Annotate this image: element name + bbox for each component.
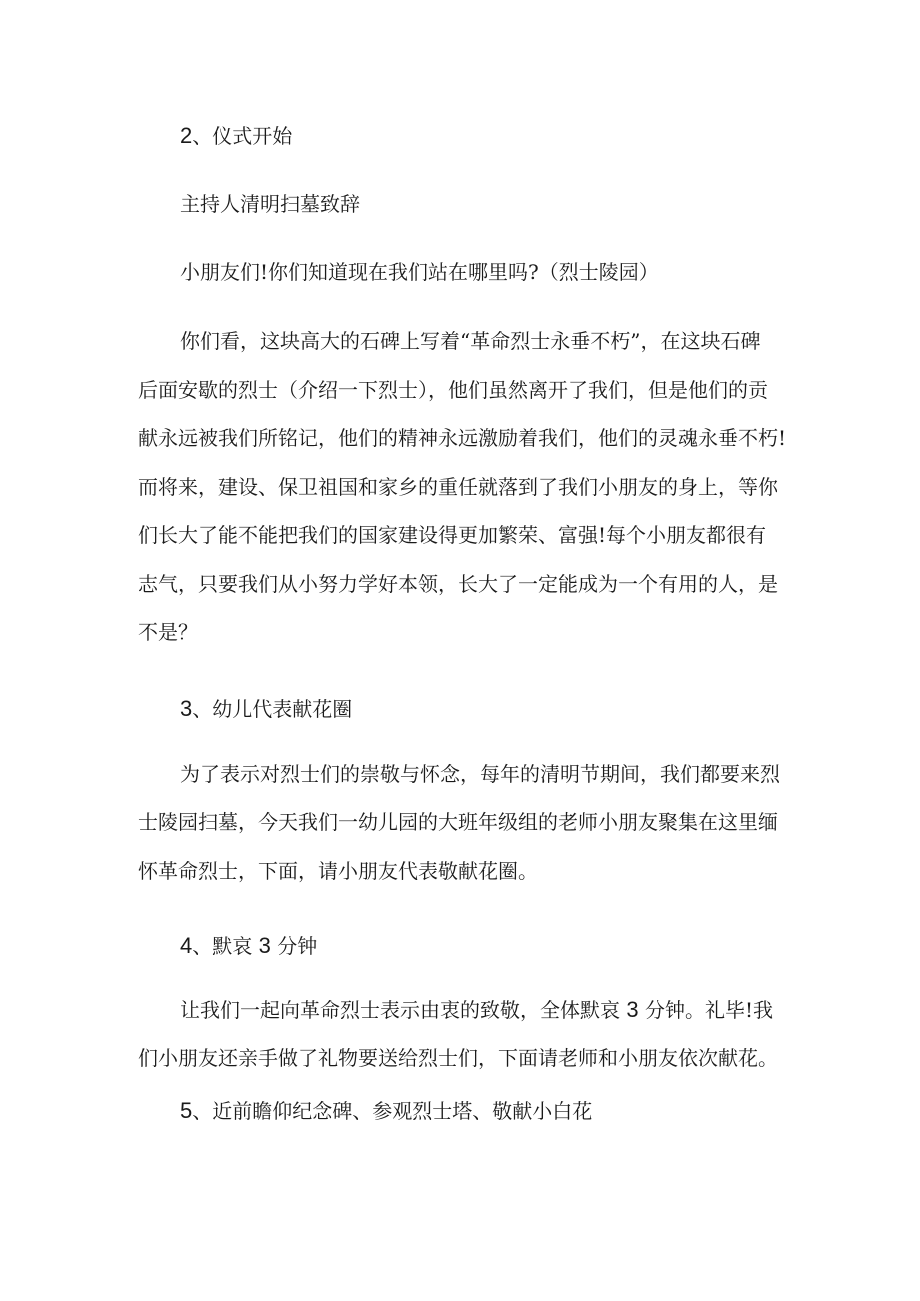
section-4-title-num: 3 <box>258 933 271 958</box>
section-2-subtitle: 主持人清明扫墓致辞 <box>180 192 360 216</box>
section-2-heading <box>180 122 292 150</box>
section-4-title-post: 分钟 <box>270 934 318 958</box>
section-2-number: 2 <box>180 123 193 148</box>
section-3-heading <box>180 695 352 723</box>
section-3-para-line-3: 怀革命烈士，下面，请小朋友代表敬献花圈。 <box>138 859 538 883</box>
section-3-para-line-1: 为了表示对烈士们的崇敬与怀念，每年的清明节期间，我们都要来烈 <box>180 762 780 786</box>
section-5-heading <box>180 1097 592 1125</box>
section-4-para-line-1 <box>180 996 773 1024</box>
section-4-title-pre: 、默哀 <box>192 934 259 958</box>
section-2-para-line-7: 不是？ <box>138 620 198 644</box>
section-3-title: 、幼儿代表献花圈 <box>192 697 353 721</box>
section-5-number: 5 <box>180 1098 193 1123</box>
section-2-para-line-3: 献永远被我们所铭记，他们的精神永远激励着我们，他们的灵魂永垂不朽! <box>138 426 787 450</box>
section-4-number: 4 <box>180 933 193 958</box>
section-2-para-line-5: 们长大了能不能把我们的国家建设得更加繁荣、富强!每个小朋友都很有 <box>138 523 767 547</box>
section-2-title: 、仪式开始 <box>192 124 293 148</box>
section-2-para-line-2: 后面安歇的烈士（介绍一下烈士），他们虽然离开了我们，但是他们的贡 <box>138 378 768 402</box>
section-2-para-line-4: 而将来，建设、保卫祖国和家乡的重任就落到了我们小朋友的身上，等你 <box>138 475 778 499</box>
section-2-para-line-6: 志气，只要我们从小努力学好本领，长大了一定能成为一个有用的人，是 <box>138 572 778 596</box>
section-2-question-line: 小朋友们!你们知道现在我们站在哪里吗?（烈士陵园） <box>180 260 659 284</box>
section-2-para-line-1: 你们看，这块高大的石碑上写着“革命烈士永垂不朽”，在这块石碑 <box>180 329 761 353</box>
section-4-para-post: 分钟。礼毕!我 <box>638 998 774 1022</box>
section-4-para-pre: 让我们一起向革命烈士表示由衷的致敬，全体默哀 <box>180 998 627 1022</box>
section-4-para-line-2: 们小朋友还亲手做了礼物要送给烈士们，下面请老师和小朋友依次献花。 <box>138 1046 778 1070</box>
section-3-para-line-2: 士陵园扫墓，今天我们一幼儿园的大班年级组的老师小朋友聚集在这里缅 <box>138 810 778 834</box>
section-3-number: 3 <box>180 696 193 721</box>
section-4-heading <box>180 932 317 960</box>
section-5-title: 、近前瞻仰纪念碑、参观烈士塔、敬献小白花 <box>192 1099 593 1123</box>
section-4-para-num: 3 <box>626 997 639 1022</box>
